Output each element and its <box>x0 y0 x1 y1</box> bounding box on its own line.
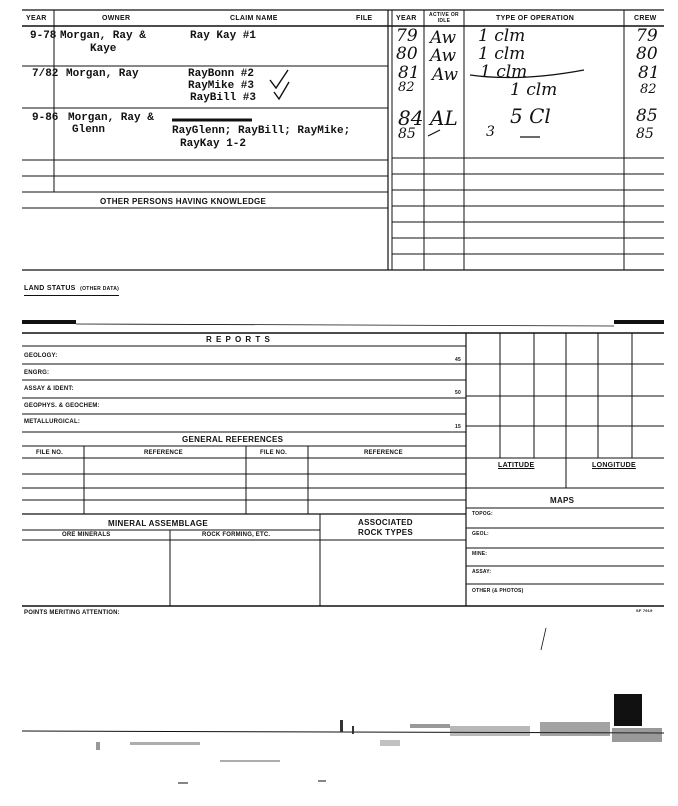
maps-heading: MAPS <box>550 496 575 505</box>
report-number-3: 15 <box>455 424 461 430</box>
op-2-year: 80 <box>396 44 418 64</box>
report-engrg-label: ENGRG: <box>24 370 50 376</box>
form-number: SF 7919 <box>636 608 653 613</box>
op-1-year: 79 <box>396 26 418 46</box>
rock-types-heading: ROCK TYPES <box>358 528 414 537</box>
op-1-type: 1 clm <box>478 26 526 46</box>
points-meriting-attention: POINTS MERITING ATTENTION: <box>24 610 120 616</box>
op-5-type: 5 Cl <box>510 104 551 128</box>
report-geology-label: GEOLOGY: <box>24 353 58 359</box>
ore-minerals-header: ORE MINERALS <box>62 532 111 538</box>
header-type-of-operation: TYPE OF OPERATION <box>496 15 575 22</box>
land-status-label: LAND STATUS <box>24 285 76 292</box>
header-crew: CREW <box>634 15 657 22</box>
ref-reference-header: REFERENCE <box>144 450 183 456</box>
claim-2-year: 7/82 <box>32 68 59 80</box>
op-5-crew: 85 <box>636 106 658 126</box>
claim-3-owner-2: Glenn <box>72 124 106 136</box>
report-number-2: 50 <box>455 390 461 396</box>
land-status-heading <box>24 277 119 296</box>
claim-1-name-1: Ray Kay #1 <box>190 30 257 42</box>
header-owner: OWNER <box>102 15 131 22</box>
op-2-active: Aw <box>430 46 457 66</box>
claim-3-name-2: RayKay 1-2 <box>180 138 247 150</box>
maps-other-label: OTHER (& PHOTOS) <box>472 588 524 594</box>
maps-topog-label: TOPOG: <box>472 511 493 517</box>
ref-file-no-header-2: FILE NO. <box>260 450 287 456</box>
report-number-1: 45 <box>455 357 461 363</box>
op-4-year: 82 <box>398 80 415 95</box>
claim-3-name-1: RayGlenn; RayBill; RayMike; <box>172 125 351 137</box>
associated-heading: ASSOCIATED <box>358 518 413 527</box>
claim-2-owner: Morgan, Ray <box>66 68 139 80</box>
maps-geol-label: GEOL: <box>472 531 489 537</box>
op-6-year: 85 <box>398 126 416 142</box>
other-persons-heading: OTHER PERSONS HAVING KNOWLEDGE <box>100 197 267 206</box>
mineral-assemblage-heading: MINERAL ASSEMBLAGE <box>108 519 209 528</box>
claim-3-year: 9-86 <box>32 112 59 124</box>
op-3-type: 1 clm <box>480 62 528 82</box>
reports-heading: R E P O R T S <box>206 335 271 344</box>
claim-2-name-3: RayBill #3 <box>190 92 257 104</box>
header-file: FILE <box>356 15 373 22</box>
op-6-crew: 85 <box>636 126 654 142</box>
claim-1-year: 9-78 <box>30 30 57 42</box>
rock-forming-header: ROCK FORMING, ETC. <box>202 532 271 538</box>
maps-assay-label: ASSAY: <box>472 569 492 575</box>
report-metallurgical-label: METALLURGICAL: <box>24 419 81 425</box>
header-year: YEAR <box>26 15 47 22</box>
op-4-crew: 82 <box>640 82 657 97</box>
op-1-active: Aw <box>430 28 457 48</box>
ref-file-no-header: FILE NO. <box>36 450 63 456</box>
op-3-crew: 81 <box>638 63 660 83</box>
land-status-sub: (OTHER DATA) <box>80 286 120 292</box>
header-active-idle: ACTIVE OR IDLE <box>429 12 459 24</box>
op-5-year: 84 <box>398 106 424 130</box>
report-assay-label: ASSAY & IDENT: <box>24 386 74 392</box>
ref-reference-header-2: REFERENCE <box>364 450 403 456</box>
op-3-year: 81 <box>398 63 420 83</box>
op-3-active: Aw <box>432 65 459 85</box>
claim-2-name-2: RayMike #3 <box>188 80 255 92</box>
claim-1-owner: Morgan, Ray & <box>60 30 146 42</box>
header-claim-name: CLAIM NAME <box>230 15 278 22</box>
claim-1-owner-2: Kaye <box>90 43 117 55</box>
maps-mine-label: MINE: <box>472 551 488 557</box>
header-year-2: YEAR <box>396 15 417 22</box>
latitude-label: LATITUDE <box>498 462 535 469</box>
general-references-heading: GENERAL REFERENCES <box>182 435 284 444</box>
op-2-type: 1 clm <box>478 44 526 64</box>
op-4-type: 1 clm <box>510 80 558 100</box>
claim-3-owner: Morgan, Ray & <box>68 112 154 124</box>
claim-2-name-1: RayBonn #2 <box>188 68 255 80</box>
op-5-active: AL <box>430 106 458 130</box>
op-1-crew: 79 <box>636 26 658 46</box>
longitude-label: LONGITUDE <box>592 462 636 469</box>
op-2-crew: 80 <box>636 44 658 64</box>
report-geophys-label: GEOPHYS. & GEOCHEM: <box>24 403 100 409</box>
op-6-type: 3 <box>486 124 495 140</box>
